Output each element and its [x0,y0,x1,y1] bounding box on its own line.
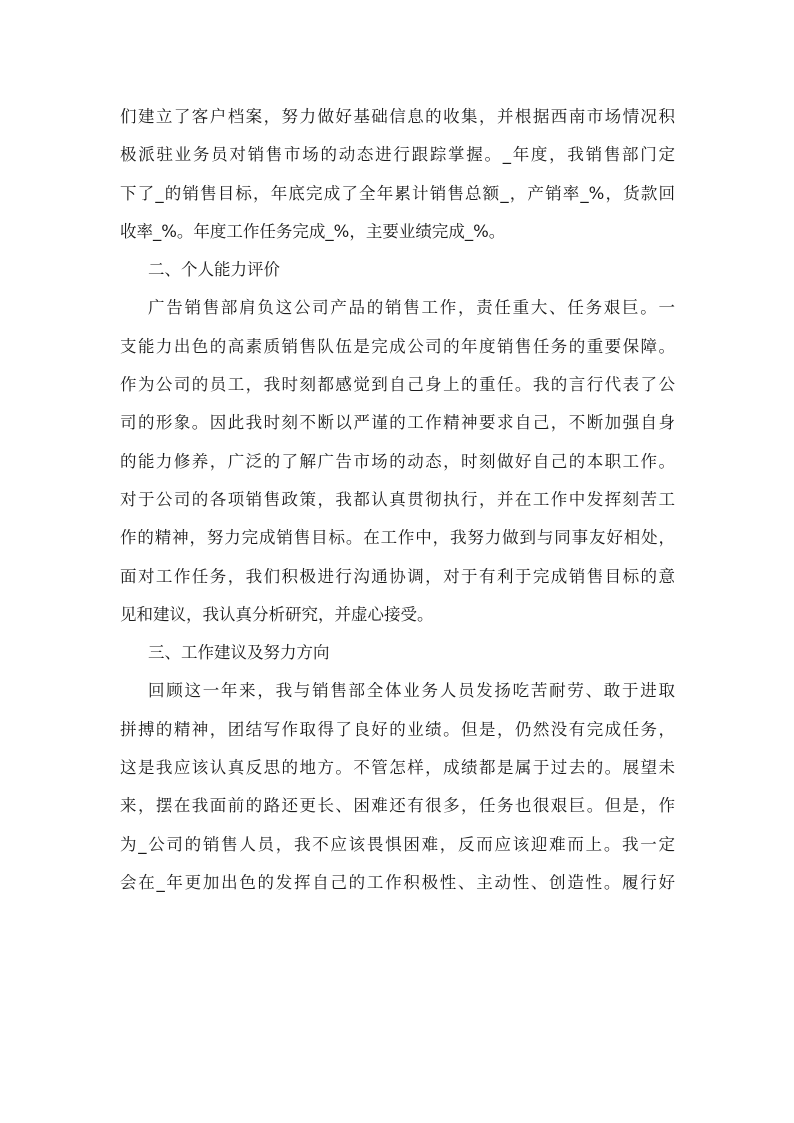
paragraph-line: 这是我应该认真反思的地方。不管怎样，成绩都是属于过去的。展望未 [120,758,675,778]
paragraph-line: 拼搏的精神，团结写作取得了良好的业绩。但是，仍然没有完成任务， [120,719,675,739]
paragraph-line: 回顾这一年来，我与销售部全体业务人员发扬吃苦耐劳、敢于进取 [148,681,675,701]
paragraph-line: 见和建议，我认真分析研究，并虚心接受。 [120,604,434,624]
paragraph-line: 下了_的销售目标，年底完成了全年累计销售总额_，产销率_%，货款回 [120,183,675,203]
paragraph-line: 们建立了客户档案，努力做好基础信息的收集，并根据西南市场情况积 [120,107,675,126]
paragraph-sales-summary [120,98,675,251]
paragraph-suggestions [120,672,675,902]
paragraph-line: 收率_%。年度工作任务完成_%，主要业绩完成_%。 [120,221,506,241]
paragraph-line: 的能力修养，广泛的了解广告市场的动态，时刻做好自己的本职工作。 [120,451,675,471]
paragraph-line: 作为公司的员工，我时刻都感觉到自己身上的重任。我的言行代表了公 [120,375,675,395]
paragraph-line: 支能力出色的高素质销售队伍是完成公司的年度销售任务的重要保障。 [120,336,675,356]
paragraph-line: 司的形象。因此我时刻不断以严谨的工作精神要求自己，不断加强自身 [120,413,675,433]
paragraph-line: 会在_年更加出色的发挥自己的工作积极性、主动性、创造性。履行好 [120,872,675,892]
section-heading-suggestions: 三、工作建议及努力方向 [148,643,330,663]
paragraph-line: 广告销售部肩负这公司产品的销售工作，责任重大、任务艰巨。一 [148,298,675,318]
paragraph-line: 对于公司的各项销售政策，我都认真贯彻执行，并在工作中发挥刻苦工 [120,489,675,509]
paragraph-line: 极派驻业务员对销售市场的动态进行跟踪掌握。_年度，我销售部门定 [120,145,675,165]
paragraph-line: 来，摆在我面前的路还更长、困难还有很多，任务也很艰巨。但是，作 [120,796,675,816]
paragraph-line: 作的精神，努力完成销售目标。在工作中，我努力做到与同事友好相处， [120,528,675,548]
document-body [120,98,675,902]
section-heading-ability: 二、个人能力评价 [148,260,280,280]
paragraph-ability [120,289,675,634]
paragraph-line: 为_公司的销售人员，我不应该畏惧困难，反而应该迎难而上。我一定 [120,834,675,854]
paragraph-line: 面对工作任务，我们积极进行沟通协调，对于有利于完成销售目标的意 [120,566,675,586]
